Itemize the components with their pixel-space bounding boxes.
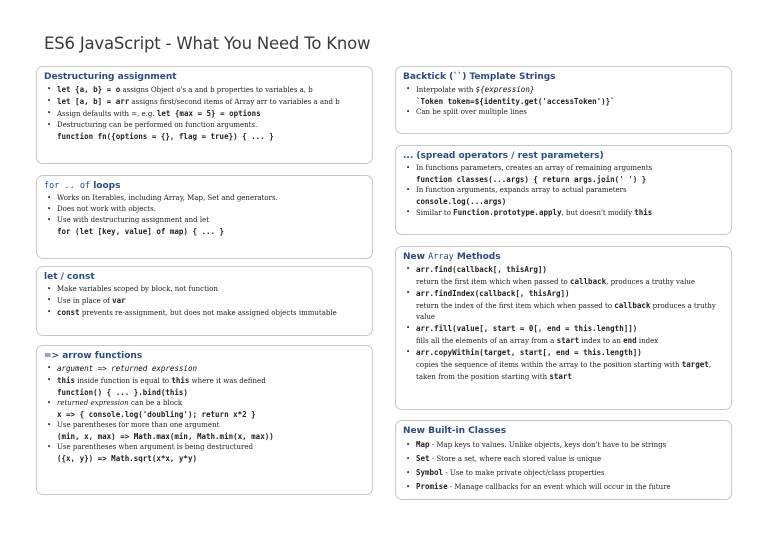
list-item: • Use parentheses when argument is being destructured ({x, y}) => Math.sqrt(x*x, y*y) bbox=[44, 442, 364, 464]
list-item: • Use with destructuring assignment and let for (let [key, value] of map) { ... } bbox=[44, 215, 364, 237]
arrow-list bbox=[44, 363, 364, 464]
destructuring-card bbox=[36, 66, 373, 164]
list-item: • Destructuring can be performed on function arguments. function fn({options = {}, flag = true}) { ... } bbox=[44, 120, 364, 142]
list-item: • Use in place of var bbox=[44, 295, 364, 307]
list-item: • Does not work with objects. bbox=[44, 204, 364, 215]
array-methods-list bbox=[403, 264, 723, 383]
list-item: • Interpolate with ${expression} `Token token=${identity.get('accessToken')}` bbox=[403, 84, 723, 107]
code-snippet: ({x, y}) => Math.sqrt(x*x, y*y) bbox=[57, 454, 197, 463]
list-item: • Can be split over multiple lines bbox=[403, 107, 723, 118]
list-item: • In function arguments, expands array to actual parameters console.log(...args) bbox=[403, 185, 723, 207]
forof-card bbox=[36, 175, 373, 259]
builtins-list bbox=[403, 438, 723, 494]
list-item: • argument => returned expression bbox=[44, 363, 364, 375]
code-snippet: function() { ... }.bind(this) bbox=[57, 388, 188, 397]
code-snippet: for (let [key, value] of map) { ... } bbox=[57, 227, 225, 236]
list-item: • arr.find(callback[, thisArg]) return the first item which when passed to callback, produces a truthy value bbox=[403, 264, 723, 288]
list-item: • arr.copyWithin(target, start[, end = this.length]) copies the sequence of items within the array to the position starting with target, taken from the position starting with start bbox=[403, 347, 723, 383]
code-snippet: x => { console.log('doubling'); return x*2 } bbox=[57, 410, 256, 419]
code-snippet: function classes(...args) { return args.join(' ') } bbox=[416, 175, 647, 184]
list-item: • Promise - Manage callbacks for an event which will occur in the future bbox=[403, 480, 723, 494]
list-item: • Use parentheses for more than one argument (min, x, max) => Math.max(min, Math.min(x, max)) bbox=[44, 420, 364, 442]
list-item: • let [a, b] = arr assigns first/second items of Array arr to variables a and b bbox=[44, 96, 364, 108]
list-item: • Assign defaults with =, e.g. let {max = 5} = options bbox=[44, 108, 364, 120]
list-item: • Set - Store a set, where each stored value is unique bbox=[403, 452, 723, 466]
spread-list bbox=[403, 163, 723, 219]
list-item: • let {a, b} = o assigns Object o's a and b properties to variables a, b bbox=[44, 84, 364, 96]
list-item: • Map - Map keys to values. Unlike objects, keys don't have to be strings bbox=[403, 438, 723, 452]
destructuring-list bbox=[44, 84, 364, 142]
backtick-card bbox=[395, 66, 732, 134]
list-item: • returned expression can be a block x => { console.log('doubling'); return x*2 } bbox=[44, 398, 364, 420]
list-item: • Works on Iterables, including Array, Map, Set and generators. bbox=[44, 193, 364, 204]
list-item: • this inside function is equal to this where it was defined function() { ... }.bind(this) bbox=[44, 375, 364, 398]
card-title: Backtick (``) Template Strings bbox=[403, 72, 556, 82]
letconst-card bbox=[36, 266, 373, 336]
code-snippet: (min, x, max) => Math.max(min, Math.min(x, max)) bbox=[57, 432, 274, 441]
array-methods-card bbox=[395, 246, 732, 410]
card-title: ... (spread operators / rest parameters) bbox=[403, 151, 604, 161]
card-title: let / const bbox=[44, 272, 95, 282]
forof-list bbox=[44, 193, 364, 237]
code-snippet: console.log(...args) bbox=[416, 197, 507, 206]
code-snippet: function fn({options = {}, flag = true}) { ... } bbox=[57, 132, 274, 141]
list-item: • arr.fill(value[, start = 0[, end = this.length]]) fills all the elements of an array from a start index to an end index bbox=[403, 323, 723, 347]
letconst-list bbox=[44, 284, 364, 319]
list-item: • arr.findIndex(callback[, thisArg]) return the index of the first item which when passed to callback produces a truthy value bbox=[403, 288, 723, 323]
builtins-card bbox=[395, 420, 732, 500]
list-item: • Symbol - Use to make private object/class properties bbox=[403, 466, 723, 480]
list-item: • Similar to Function.prototype.apply, but doesn't modify this bbox=[403, 207, 723, 219]
card-title: New Array Methods bbox=[403, 252, 501, 262]
card-title: Destructuring assignment bbox=[44, 72, 177, 82]
page-title: ES6 JavaScript - What You Need To Know bbox=[44, 34, 371, 53]
backtick-list bbox=[403, 84, 723, 118]
spread-card bbox=[395, 145, 732, 235]
card-title: for .. of loops bbox=[44, 181, 121, 191]
card-title: New Built-in Classes bbox=[403, 426, 507, 436]
code-snippet: `Token token=${identity.get('accessToken')}` bbox=[416, 97, 615, 106]
arrow-card bbox=[36, 345, 373, 495]
card-title: => arrow functions bbox=[44, 351, 143, 361]
list-item: • In functions parameters, creates an array of remaining arguments function classes(...args) { return args.join(' ') } bbox=[403, 163, 723, 185]
list-item: • const prevents re-assignment, but does not make assigned objects immutable bbox=[44, 307, 364, 319]
list-item: • Make variables scoped by block, not function bbox=[44, 284, 364, 295]
